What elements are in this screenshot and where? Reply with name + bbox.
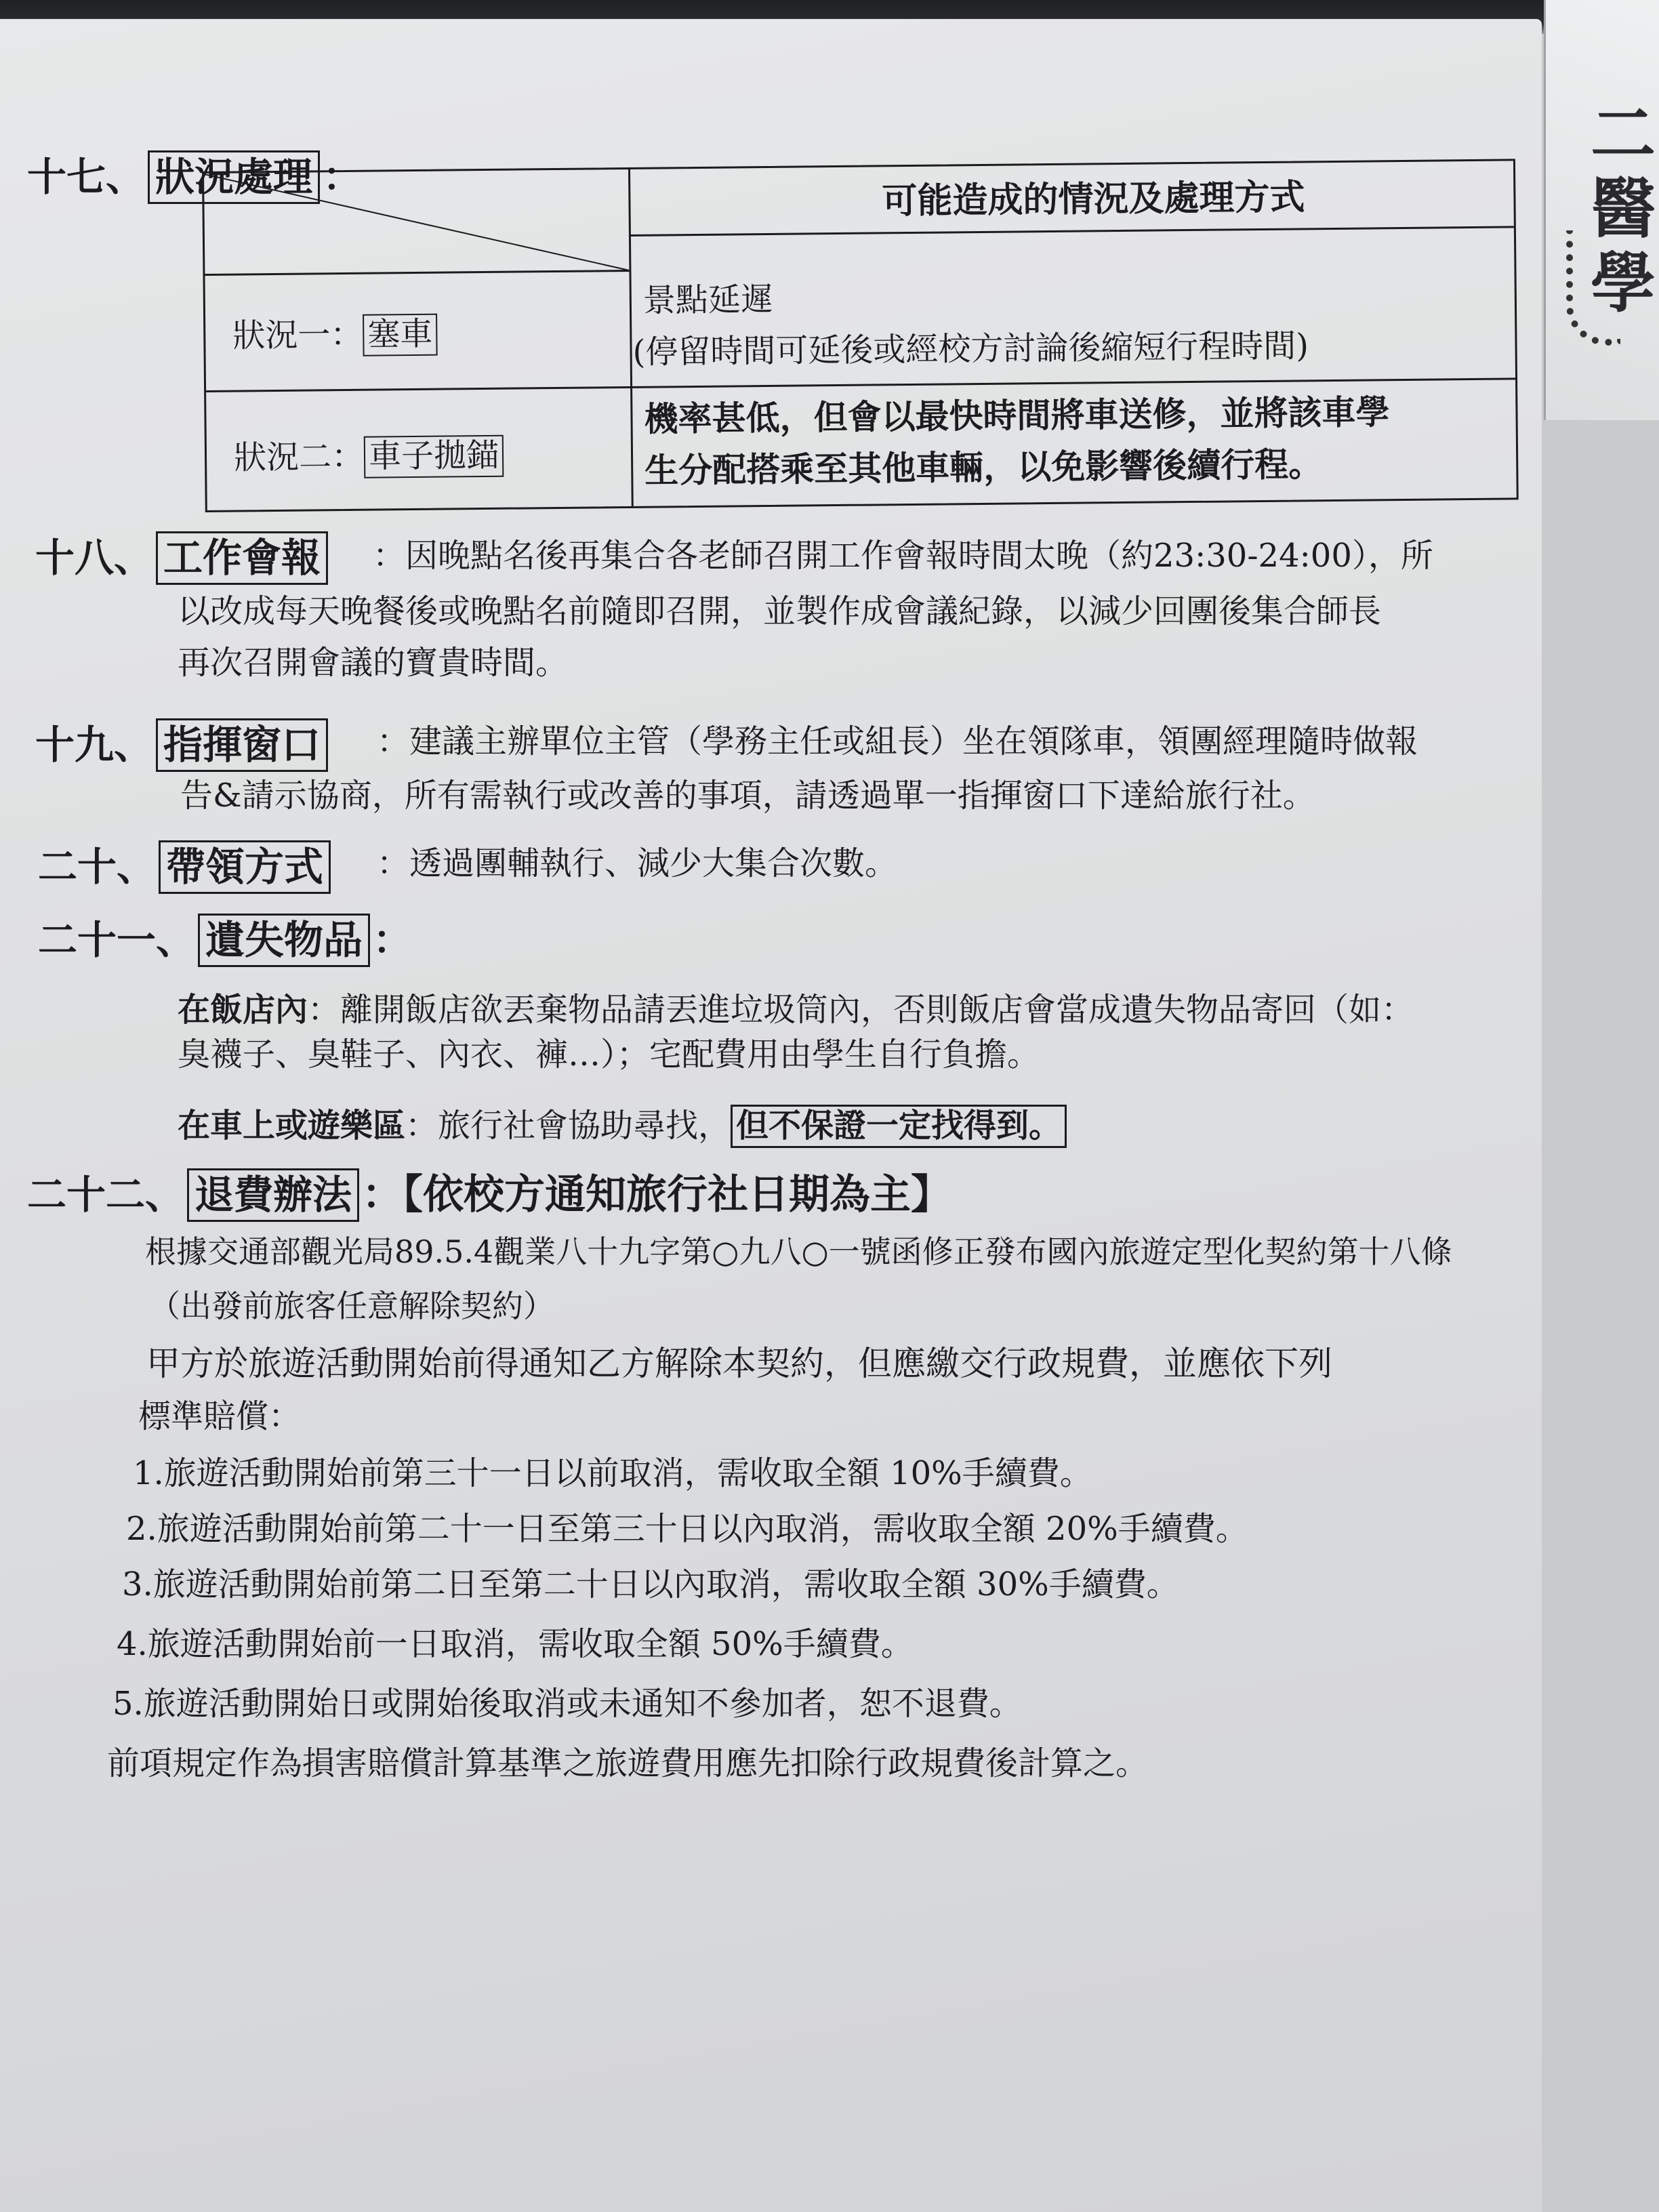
refund-item-3: 3.旅遊活動開始前第二日至第二十日以內取消，需收取全額 30%手續費。 [122, 1565, 1179, 1603]
dotted-curve-decoration [1566, 230, 1620, 346]
section-21-colon: ： [373, 917, 413, 963]
section-22-heading [27, 1168, 951, 1222]
bus-text: ：旅行社會協助尋找， [405, 1107, 731, 1145]
refund-item-2: 2.旅遊活動開始前第二十一日至第三十日以內取消，需收取全額 20%手續費。 [126, 1510, 1248, 1548]
table-diagonal-line [204, 173, 629, 271]
refund-item-4: 4.旅遊活動開始前一日取消，需收取全額 50%手續費。 [117, 1625, 914, 1663]
situation-1-label [232, 314, 438, 357]
section-20-title: 帶領方式 [159, 840, 331, 894]
section-21-number: 二十一、 [38, 917, 196, 963]
section-21-title: 遺失物品 [198, 914, 370, 967]
table-header-divider-left [205, 270, 629, 276]
section-18-title: 工作會報 [156, 531, 328, 585]
section-19-line-1: ：建議主辦單位主管（學務主任或組長）坐在領隊車，領團經理隨時做報 [377, 722, 1418, 760]
section-22-number: 二十二、 [27, 1172, 185, 1218]
situation-2-line-1: 機率甚低，但會以最快時間將車送修，並將該車學 [644, 392, 1390, 439]
section-20-number: 二十、 [38, 844, 157, 890]
section-21-bus-line [178, 1105, 1067, 1148]
section-18-line-2: 以改成每天晚餐後或晚點名前隨即召開，並製作成會議紀錄，以減少回團後集合師長 [178, 592, 1382, 630]
table-header-divider-right [629, 226, 1514, 237]
section-22-intro-line-1: 甲方於旅遊活動開始前得通知乙方解除本契約，但應繳交行政規費，並應依下列 [146, 1344, 1332, 1383]
hotel-text: ：離開飯店欲丟棄物品請丟進垃圾筒內，否則飯店會當成遺失物品寄回（如： [308, 991, 1414, 1029]
situation-2-prefix: 狀況二： [233, 437, 365, 477]
section-20-text: ：透過團輔執行、減少大集合次數。 [377, 844, 898, 882]
situation-1-boxed: 塞車 [363, 314, 438, 356]
bus-boxed-warning: 但不保證一定找得到。 [731, 1105, 1067, 1148]
section-17-title: 狀況處理 [148, 150, 320, 204]
hotel-label: 在飯店內 [178, 991, 308, 1029]
section-18-number: 十八、 [35, 535, 154, 581]
section-17-colon: ： [323, 154, 363, 200]
section-22-title: 退費辦法 [187, 1168, 359, 1222]
section-20-heading [38, 840, 333, 894]
section-21-hotel-line-2: 臭襪子、臭鞋子、內衣、褲…）；宅配費用由學生自行負擔。 [178, 1036, 1040, 1073]
adjacent-page-edge [1544, 0, 1659, 420]
section-17-number: 十七、 [27, 154, 146, 200]
section-18-line-3: 再次召開會議的寶貴時間。 [178, 644, 569, 682]
section-18-heading [35, 531, 331, 585]
section-22-subtitle: ：【依校方通知旅行社日期為主】 [362, 1171, 952, 1218]
refund-closing: 前項規定作為損害賠償計算基準之旅遊費用應先扣除行政規費後計算之。 [107, 1744, 1149, 1782]
situation-2-boxed: 車子拋錨 [364, 435, 504, 478]
situation-table [202, 159, 1519, 512]
section-21-heading [38, 914, 412, 967]
section-22-intro-line-2: 標準賠償： [138, 1397, 302, 1435]
edge-char-1: 二 [1591, 96, 1656, 172]
situation-1-line-1: 景點延遲 [642, 280, 774, 320]
section-19-heading [35, 718, 331, 772]
section-19-line-2: 告&請示協商，所有需執行或改善的事項，請透過單一指揮窗口下達給旅行社。 [180, 777, 1315, 815]
table-header: 可能造成的情況及處理方式 [882, 176, 1305, 222]
table-row-divider [206, 377, 1515, 392]
section-18-line-1: ：因晚點名後再集合各老師召開工作會報時間太晚（約23:30-24:00），所 [373, 537, 1433, 575]
situation-1-prefix: 狀況一： [232, 315, 363, 355]
edge-char-3: 學 [1591, 245, 1656, 321]
edge-char-2: 醫 [1591, 170, 1656, 247]
section-19-number: 十九、 [35, 722, 154, 768]
section-21-hotel-line-1 [178, 991, 1414, 1030]
bleed-through-texture [0, 0, 1, 1]
refund-item-5: 5.旅遊活動開始日或開始後取消或未通知不參加者，恕不退費。 [112, 1685, 1022, 1723]
refund-item-1: 1.旅遊活動開始前第三十一日以前取消，需收取全額 10%手續費。 [133, 1454, 1092, 1492]
section-22-basis-line-1: 根據交通部觀光局89.5.4觀業八十九字第○九八○一號函修正發布國內旅遊定型化契約第十八條 [145, 1233, 1452, 1270]
situation-2-line-2: 生分配搭乘至其他車輛，以免影響後續行程。 [644, 444, 1323, 491]
section-22-basis-line-2: （出發前旅客任意解除契約） [149, 1288, 554, 1324]
bus-label: 在車上或遊樂區 [178, 1107, 406, 1145]
situation-2-label [234, 435, 504, 479]
section-19-title: 指揮窗口 [156, 718, 328, 772]
situation-1-line-2: (停留時間可延後或經校方討論後縮短行程時間) [632, 327, 1309, 371]
